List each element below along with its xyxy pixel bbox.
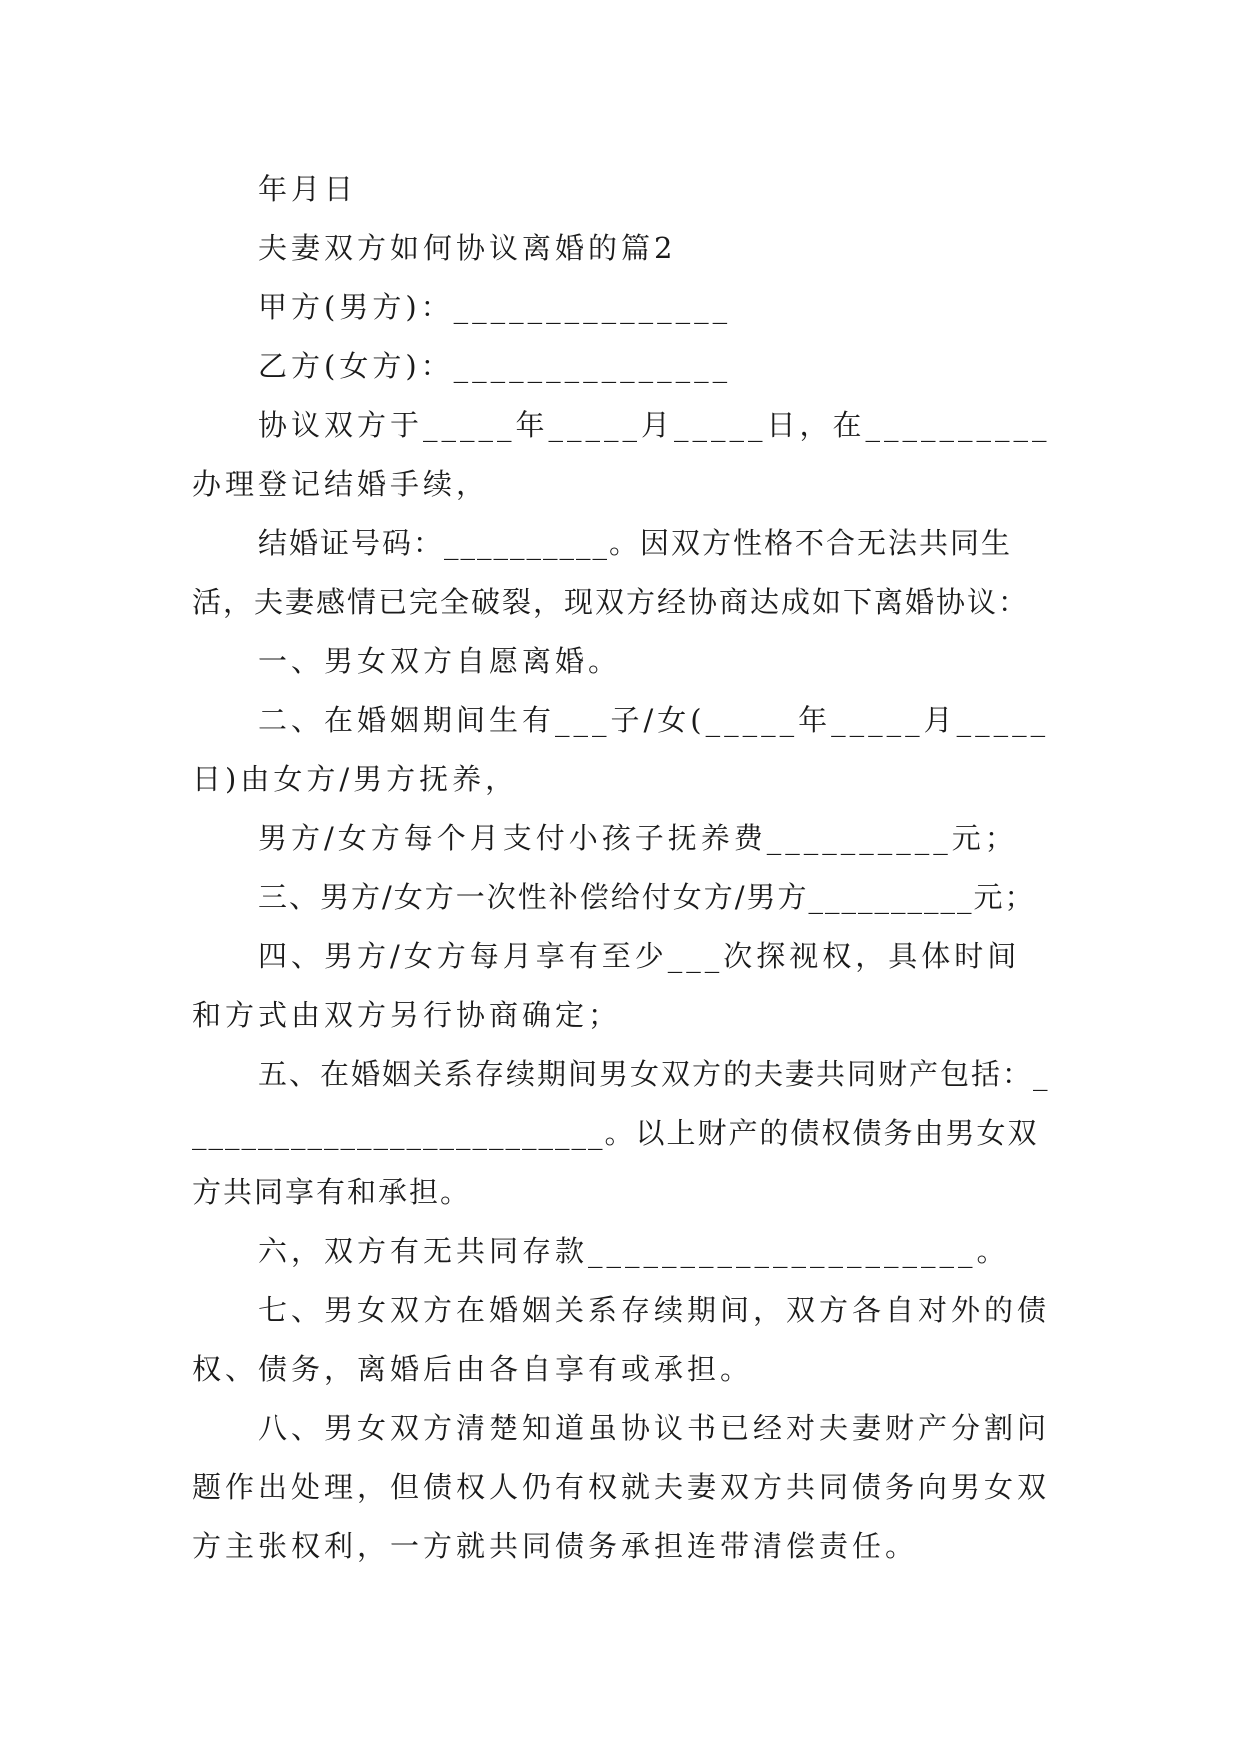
child-support-paragraph: 男方/女方每个月支付小孩子抚养费__________元； (258, 821, 1018, 855)
clause-8: 八、男女双方清楚知道虽协议书已经对夫妻财产分割问题作出处理，但债权人仍有权就夫妻双方共同债务向男女双方主张权利，一方就共同债务承担连带清偿责任。 (192, 1411, 1051, 1563)
clause-5: 五、在婚姻关系存续期间男女双方的夫妻共同财产包括：__________________________。以上财产的债权债务由男女双方共同享有和承担。 (192, 1057, 1050, 1209)
party-b-line: 乙方(女方)：_______________ (258, 349, 732, 383)
clause-1: 一、男女双方自愿离婚。 (258, 644, 622, 678)
document-page (192, 160, 1052, 1576)
date-line: 年月日 (258, 172, 358, 206)
clause-2: 二、在婚姻期间生有___子/女(_____年_____月_____日)由女方/男方抚养， (192, 703, 1050, 796)
section-title: 夫妻双方如何协议离婚的篇2 (258, 231, 677, 265)
party-a-line: 甲方(男方)：_______________ (258, 290, 732, 324)
marriage-registration-paragraph: 协议双方于_____年_____月_____日，在__________办理登记结婚手续， (192, 408, 1051, 501)
clause-4: 四、男方/女方每月享有至少___次探视权，具体时间和方式由双方另行协商确定； (192, 939, 1021, 1032)
marriage-certificate-paragraph: 结婚证号码：__________。因双方性格不合无法共同生活，夫妻感情已完全破裂，现双方经协商达成如下离婚协议： (192, 526, 1030, 619)
clause-3: 三、男方/女方一次性补偿给付女方/男方__________元； (258, 880, 1036, 914)
clause-6: 六，双方有无共同存款_____________________。 (258, 1234, 1010, 1268)
clause-7: 七、男女双方在婚姻关系存续期间，双方各自对外的债权、债务，离婚后由各自享有或承担。 (192, 1293, 1051, 1386)
